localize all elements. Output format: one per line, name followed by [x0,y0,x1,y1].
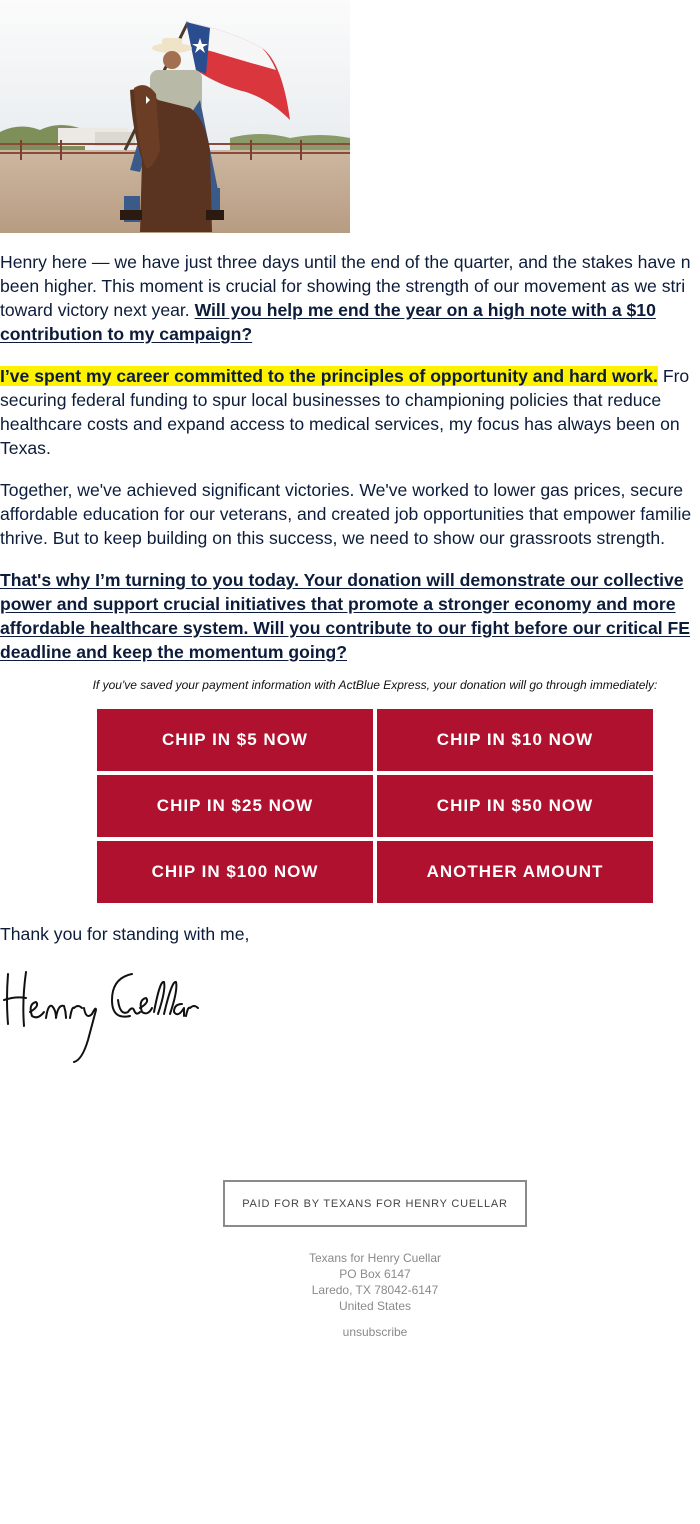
actblue-express-note: If you've saved your payment information with ActBlue Express, your donation will go through immediately: [92,678,658,692]
address-org: Texans for Henry Cuellar [308,1251,442,1265]
victories-line-2: affordable education for our veterans, and created job opportunities that empower familie [0,504,692,524]
paragraph-career [0,364,700,460]
career-line-2: securing federal funding to spur local businesses to championing policies that reduce [0,390,662,410]
appeal-link-line-3[interactable]: affordable healthcare system. Will you contribute to our fight before our critical FE [0,618,691,638]
donate-ask-link[interactable]: Will you help me end the year on a high note with a $10 [194,300,656,320]
address-country: United States [338,1299,412,1313]
letter-body [0,250,700,682]
hero-photo-illustration [0,0,350,233]
mailing-address [0,1250,700,1314]
chip-in-25-button[interactable]: CHIP IN $25 NOW [97,775,373,837]
paragraph-intro [0,250,700,346]
address-city: Laredo, TX 78042-6147 [311,1283,439,1297]
intro-line-2: been higher. This moment is crucial for showing the strength of our movement as we stri [0,276,686,296]
victories-line-3: thrive. But to keep building on this success, we need to show our grassroots strength. [0,528,666,548]
career-line-4: Texas. [0,438,51,458]
intro-line-1: Henry here — we have just three days until the end of the quarter, and the stakes have n [0,252,691,272]
chip-in-5-button[interactable]: CHIP IN $5 NOW [97,709,373,771]
paragraph-appeal [0,568,700,664]
career-line-1 [0,364,700,388]
signature-image [0,960,200,1064]
chip-in-10-button[interactable]: CHIP IN $10 NOW [377,709,653,771]
donate-ask-link-continued[interactable]: contribution to my campaign? [0,324,253,344]
signature-handwriting [0,960,200,1064]
intro-line-3-text: toward victory next year. [0,300,195,320]
appeal-link-line-4[interactable]: deadline and keep the momentum going? [0,642,348,662]
paid-for-disclaimer: PAID FOR BY TEXANS FOR HENRY CUELLAR [223,1180,527,1227]
career-line-1-rest: Fro [657,366,690,386]
unsubscribe-link[interactable]: unsubscribe [342,1325,408,1339]
chip-in-50-button[interactable]: CHIP IN $50 NOW [377,775,653,837]
donation-button-grid [97,709,653,903]
victories-line-1: Together, we've achieved significant victories. We've worked to lower gas prices, secure [0,480,684,500]
chip-in-100-button[interactable]: CHIP IN $100 NOW [97,841,373,903]
appeal-link-line-2[interactable]: power and support crucial initiatives that promote a stronger economy and more [0,594,676,614]
intro-line-4 [0,322,700,346]
career-line-3: healthcare costs and expand access to medical services, my focus has always been on [0,414,680,434]
paragraph-victories [0,478,700,550]
intro-line-3 [0,298,700,322]
highlighted-statement: I’ve spent my career committed to the principles of opportunity and hard work. [0,366,658,386]
hero-photo [0,0,350,233]
address-po-box: PO Box 6147 [339,1267,411,1281]
closing-line: Thank you for standing with me, [0,924,250,944]
appeal-link-line-1[interactable]: That's why I’m turning to you today. Your donation will demonstrate our collective [0,570,684,590]
another-amount-button[interactable]: ANOTHER AMOUNT [377,841,653,903]
